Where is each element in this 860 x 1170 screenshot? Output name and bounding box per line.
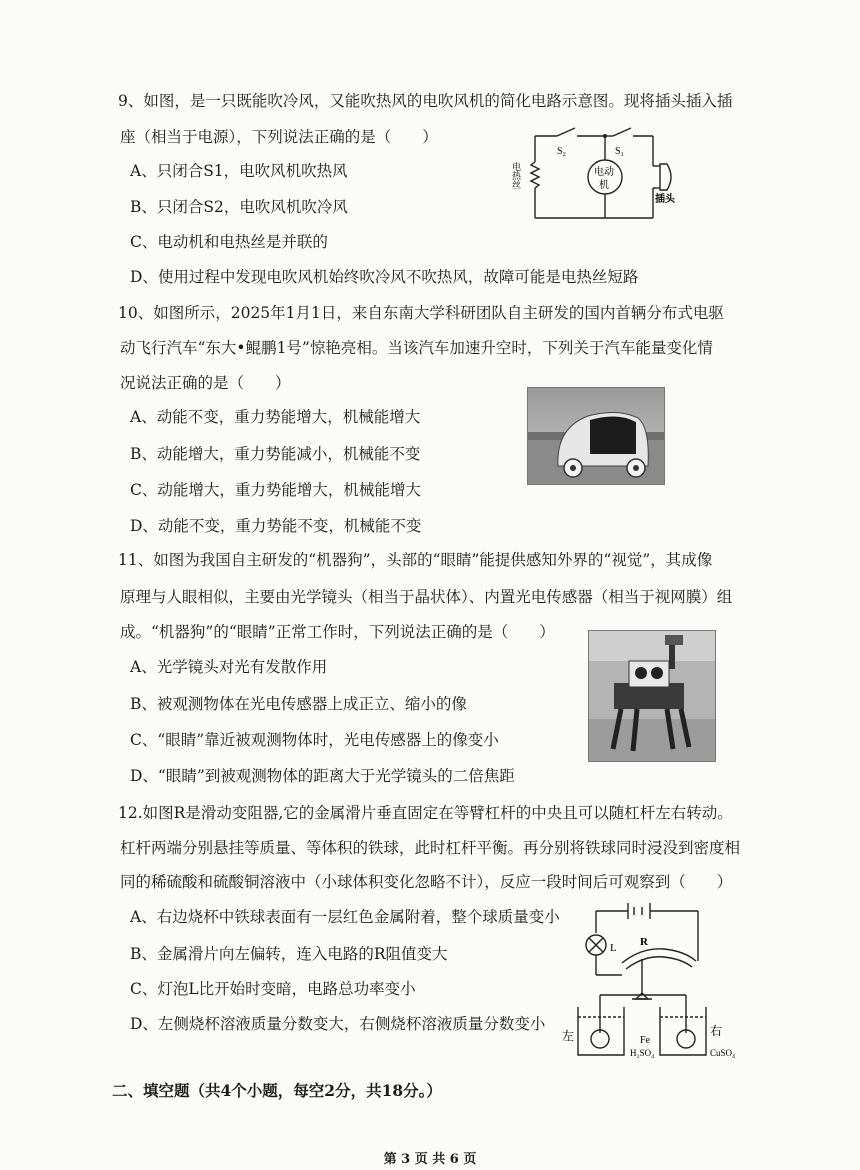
q12-stem-line3: 同的稀硫酸和硫酸铜溶液中（小球体积变化忽略不计），反应一段时间后可观察到（ ） <box>120 873 733 891</box>
q10-option-b: B、动能增大，重力势能减小，机械能不变 <box>130 445 421 463</box>
q12-lever-circuit-diagram <box>560 895 760 1065</box>
q9-circuit-diagram <box>505 122 695 227</box>
q12-label-h2so4: H₂SO₄ <box>630 1048 655 1058</box>
q11-stem-line2: 原理与人眼相似，主要由光学镜头（相当于晶状体）、内置光电传感器（相当于视网膜）组 <box>120 588 733 606</box>
q9-label-plug: 插头 <box>655 194 675 205</box>
q11-option-c: C、“眼睛”靠近被观测物体时，光电传感器上的像变小 <box>130 731 499 749</box>
q9-option-b: B、只闭合S2，电吹风机吹冷风 <box>130 198 348 216</box>
q12-stem-line1: 12.如图R是滑动变阻器,它的金属滑片垂直固定在等臂杠杆的中央且可以随杠杆左右转动。 <box>118 804 733 822</box>
page-footer: 第 3 页 共 6 页 <box>383 1152 477 1167</box>
q10-option-d: D、动能不变，重力势能不变，机械能不变 <box>130 517 422 535</box>
q9-option-a: A、只闭合S1，电吹风机吹热风 <box>130 162 348 180</box>
q10-stem-line1: 10、如图所示，2025年1月1日，来自东南大学科研团队自主研发的国内首辆分布式电驱 <box>118 304 724 322</box>
q10-flying-car-photo <box>527 387 665 485</box>
q12-label-fe: Fe <box>640 1035 650 1046</box>
q12-stem-line2: 杠杆两端分别悬挂等质量、等体积的铁球，此时杠杆平衡。再分别将铁球同时浸没到密度相 <box>120 839 741 857</box>
q11-option-b: B、被观测物体在光电传感器上成正立、缩小的像 <box>130 695 467 713</box>
q11-option-d: D、“眼睛”到被观测物体的距离大于光学镜头的二倍焦距 <box>130 767 515 785</box>
q9-label-s1: S₁ <box>615 146 625 157</box>
q12-option-b: B、金属滑片向左偏转，连入电路的R阻值变大 <box>130 945 448 963</box>
q12-label-right: 右 <box>710 1024 723 1038</box>
section-2-heading: 二、填空题（共4个小题，每空2分，共18分。） <box>112 1081 442 1100</box>
q9-label-s2: S₂ <box>557 146 567 157</box>
q10-option-c: C、动能增大，重力势能增大，机械能增大 <box>130 481 421 499</box>
q12-label-lamp: L <box>610 942 617 954</box>
q10-stem-line2: 动飞行汽车“东大•鲲鹏1号”惊艳亮相。当该汽车加速升空时，下列关于汽车能量变化情 <box>120 339 713 357</box>
q12-option-a: A、右边烧杯中铁球表面有一层红色金属附着，整个球质量变小 <box>130 908 560 926</box>
q9-label-motor-line2: 机 <box>599 180 609 191</box>
q9-stem-line2: 座（相当于电源），下列说法正确的是（ ） <box>120 128 438 146</box>
q9-junction-dot <box>603 134 607 138</box>
q12-label-resistor: R <box>640 936 648 948</box>
q11-robot-dog-photo <box>588 630 716 762</box>
q11-stem-line3: 成。“机器狗”的“眼睛”正常工作时，下列说法正确的是（ ） <box>120 623 555 641</box>
q10-option-a: A、动能不变，重力势能增大，机械能增大 <box>130 408 421 426</box>
q11-stem-line1: 11、如图为我国自主研发的“机器狗”，头部的“眼睛”能提供感知外界的“视觉”，其成像 <box>118 551 713 569</box>
q12-label-left: 左 <box>562 1029 575 1043</box>
q10-stem-line3: 况说法正确的是（ ） <box>120 374 291 392</box>
q9-label-motor-line1: 电动 <box>594 167 614 178</box>
q9-option-c: C、电动机和电热丝是并联的 <box>130 233 328 251</box>
q9-label-heater: 电热丝 <box>510 162 520 189</box>
q12-option-d: D、左侧烧杯溶液质量分数变大，右侧烧杯溶液质量分数变小 <box>130 1015 546 1033</box>
q9-option-d: D、使用过程中发现电吹风机始终吹冷风不吹热风，故障可能是电热丝短路 <box>130 268 639 286</box>
q12-option-c: C、灯泡L比开始时变暗，电路总功率变小 <box>130 980 416 998</box>
q9-stem-line1: 9、如图，是一只既能吹冷风，又能吹热风的电吹风机的简化电路示意图。现将插头插入插 <box>118 92 733 110</box>
q12-label-cuso4: CuSO₄ <box>710 1048 736 1058</box>
q11-option-a: A、光学镜头对光有发散作用 <box>130 658 328 676</box>
